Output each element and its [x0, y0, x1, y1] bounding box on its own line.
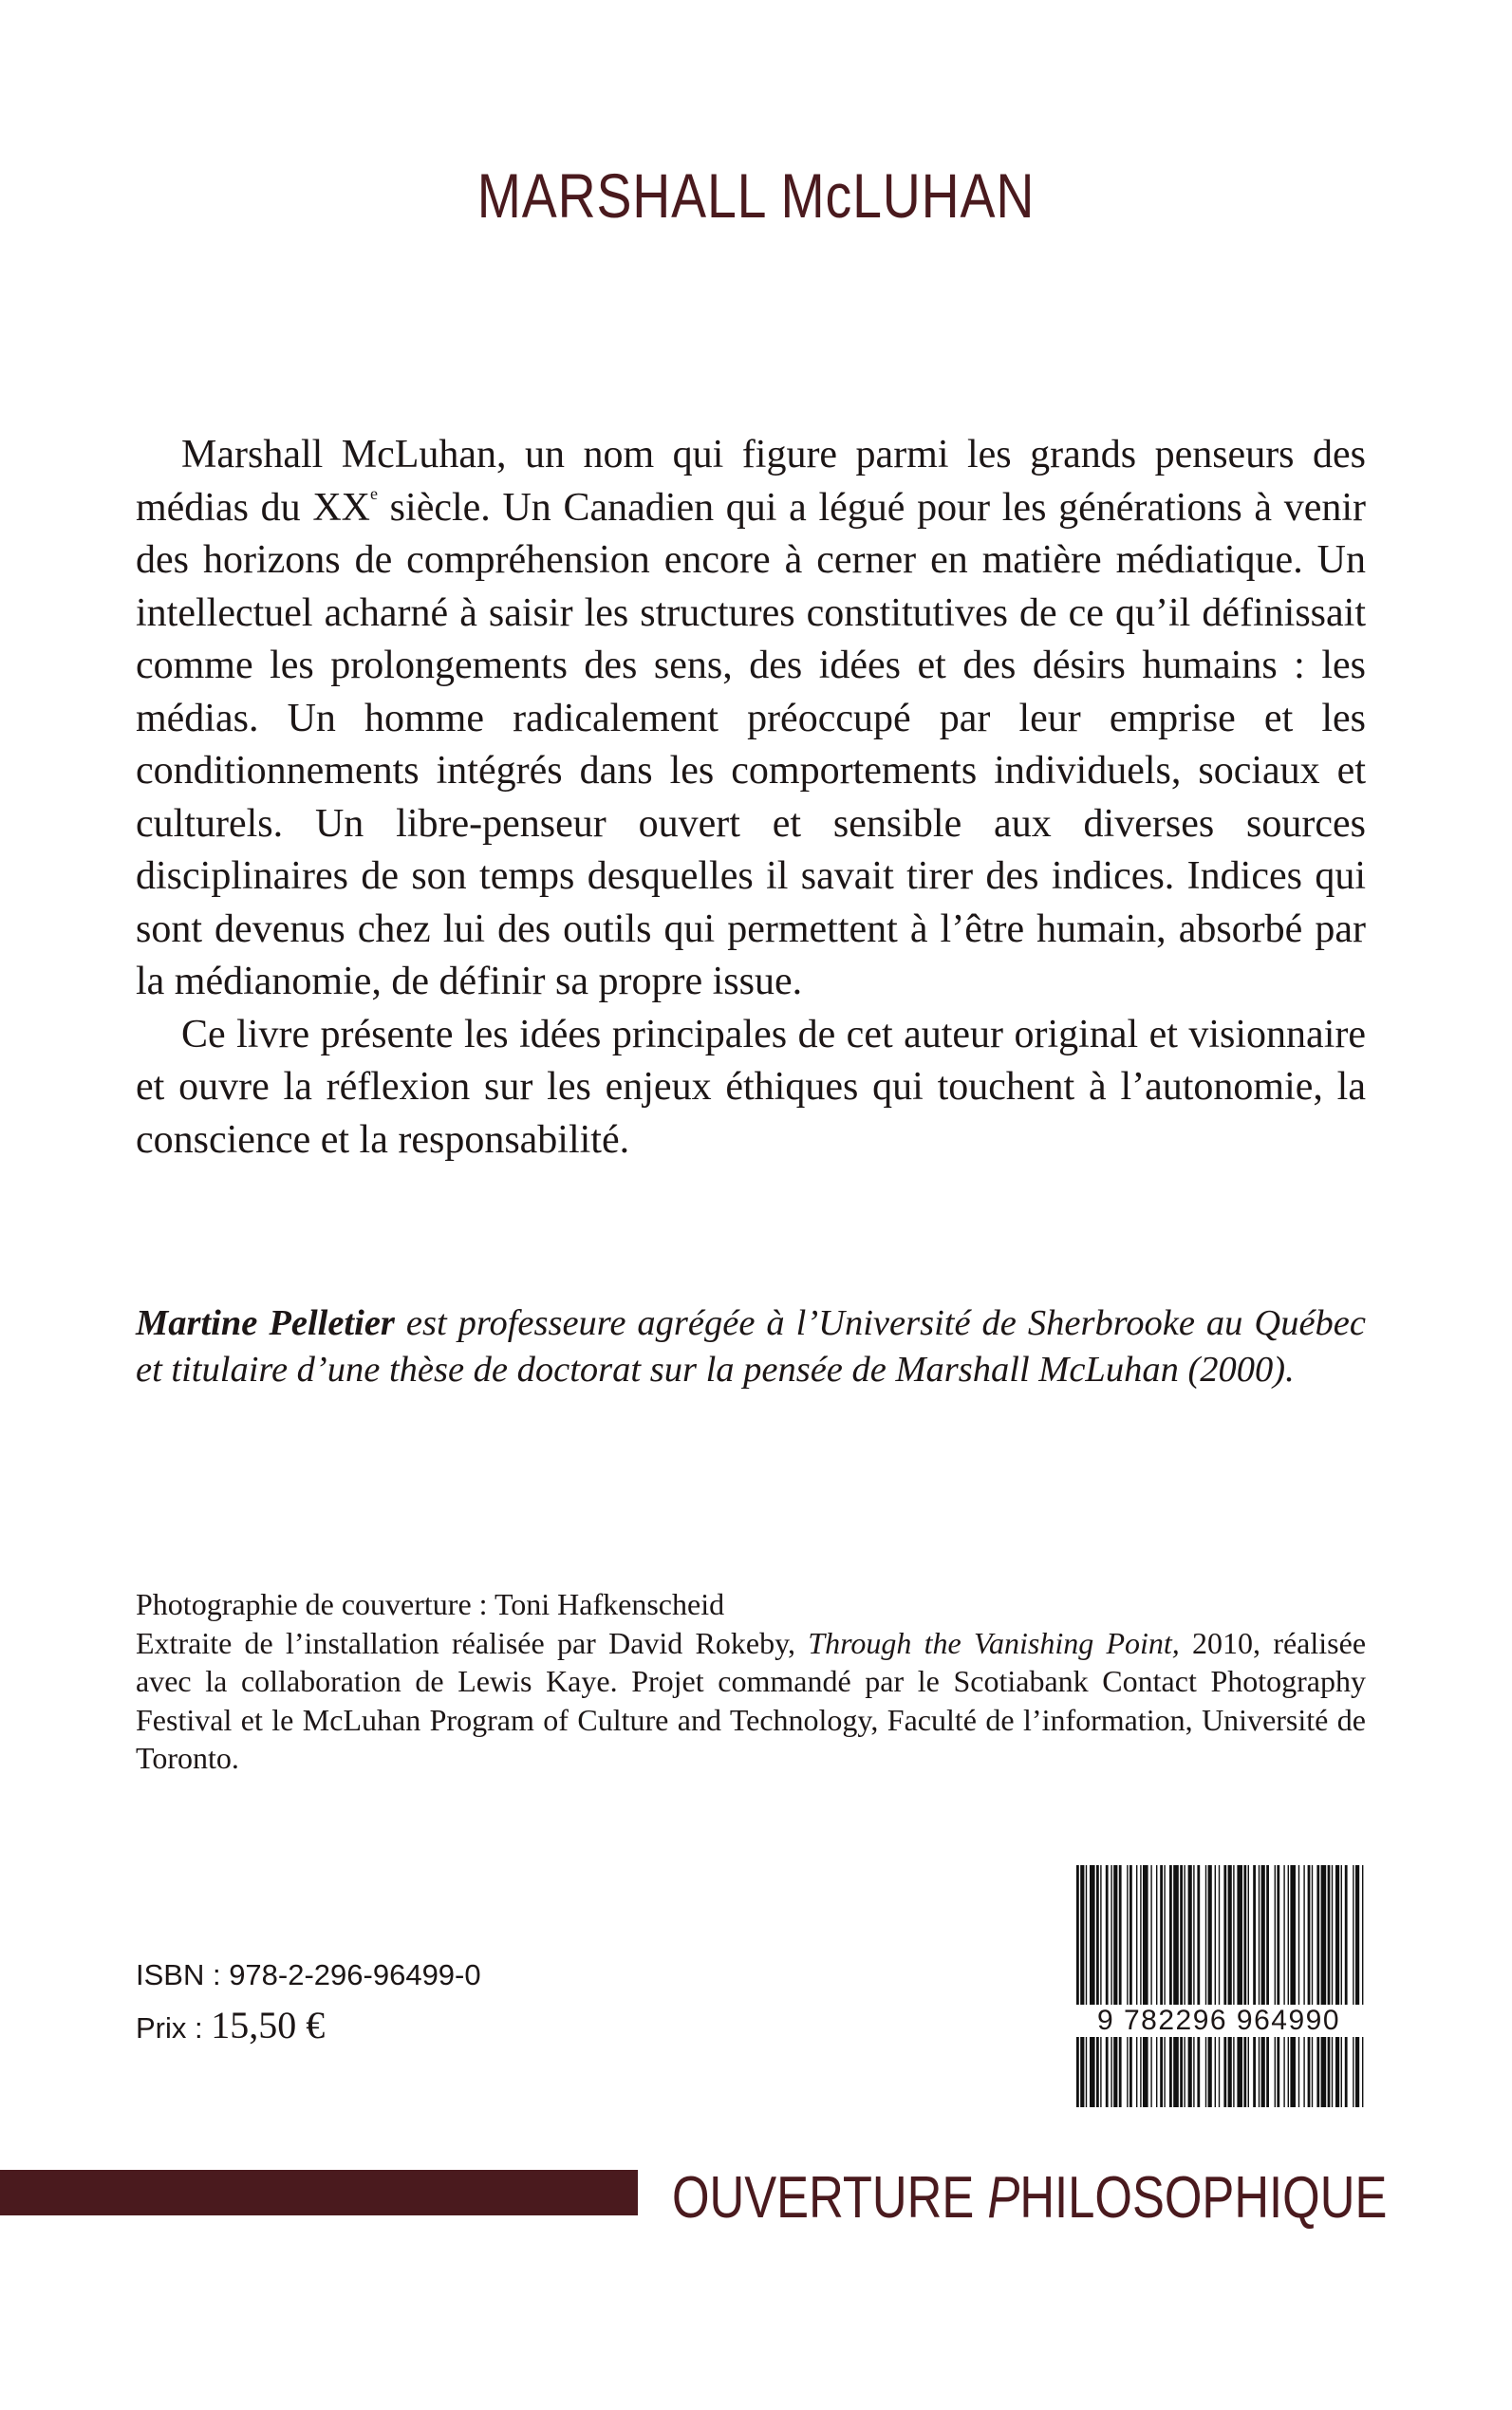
- credits-line-1: Photographie de couverture : Toni Hafkenscheid: [136, 1587, 725, 1621]
- barcode-bar: [1335, 1865, 1339, 2107]
- description-paragraph-1: [136, 429, 1366, 1009]
- barcode-bar: [1277, 1865, 1279, 2107]
- barcode-bar: [1136, 1865, 1137, 2107]
- barcode-bar: [1119, 1865, 1122, 2107]
- price-label: Prix :: [136, 2011, 212, 2045]
- credits-line-2-pre: Extraite de l’installation réalisée par David Rokeby,: [136, 1625, 809, 1660]
- author-bio: [136, 1300, 1366, 1393]
- barcode-bar: [1169, 1865, 1172, 2107]
- series-name: [672, 2164, 1387, 2232]
- barcode-bar: [1164, 1865, 1165, 2107]
- barcode-bar: [1100, 1865, 1101, 2107]
- credits-line-2: [136, 1624, 1366, 1778]
- barcode-image: [1073, 1865, 1367, 2107]
- barcode-bar: [1261, 1865, 1265, 2107]
- barcode-bar: [1228, 1865, 1232, 2107]
- series-part-3: HILOSOPHIQUE: [1019, 2165, 1388, 2231]
- barcode-bar: [1275, 1865, 1276, 2107]
- barcode-bar: [1193, 1865, 1194, 2107]
- barcode-bar: [1219, 1865, 1220, 2107]
- barcode-bar: [1188, 1865, 1192, 2107]
- barcode-bar: [1332, 1865, 1333, 2107]
- description-p1-text-cont: siècle. Un Canadien qui a légué pour les générations à venir des horizons de compréhension encore à cerner en matière médiatique. Un intellectuel acharné à saisir les structures constitutives de ce qu’il définissait comme les prolongements des sens, des idées et des désirs humains : les médias. Un homme radicalement préoccupé par leur emprise et les conditionnements intégrés dans les comportements individuels, sociaux et culturels. Un libre-penseur ouvert et sensible aux diverses sources disciplinaires de son temps desquelles il savait tirer des indices. Indices qui sont devenus chez lui des outils qui permettent à l’être humain, absorbé par la médianomie, de définir sa propre issue.: [136, 485, 1366, 1003]
- barcode-bar: [1197, 1865, 1200, 2107]
- barcode-bar: [1341, 1865, 1342, 2107]
- barcode-bar: [1243, 1865, 1246, 2107]
- barcode-bar: [1096, 1865, 1099, 2107]
- barcode-bar: [1312, 1865, 1313, 2107]
- barcode-bar: [1106, 1865, 1109, 2107]
- description-paragraph-2: Ce livre présente les idées principales de cet auteur original et visionnaire et ouvre la réflexion sur les enjeux éthiques qui touchent à l’autonomie, la conscience et la responsabilité.: [136, 1012, 1366, 1162]
- barcode-bar: [1076, 1865, 1079, 2107]
- barcode-bar: [1266, 1865, 1269, 2107]
- barcode-bar: [1303, 1865, 1304, 2107]
- barcode-bar: [1316, 1865, 1319, 2107]
- series-part-2: P: [987, 2165, 1020, 2231]
- description-p1-text: Marshall McLuhan, un nom qui figure parmi les grands penseurs des médias du XX: [136, 433, 1366, 530]
- barcode-bar: [1080, 1865, 1084, 2107]
- barcode-bar: [1283, 1865, 1284, 2107]
- barcode-number: 9 782296 964990: [1071, 2005, 1367, 2037]
- barcode-bar: [1086, 1865, 1087, 2107]
- barcode-bar: [1308, 1865, 1311, 2107]
- barcode-bar: [1150, 1865, 1151, 2107]
- isbn: ISBN : 978-2-296-96499-0: [136, 1958, 481, 1991]
- author-bio-text: est professeure agrégée à l’Université de Sherbrooke au Québec et titulaire d’une thèse de doctorat sur la pensée de Marshall McLuhan (2000).: [136, 1303, 1366, 1390]
- century-superscript: e: [370, 483, 378, 503]
- barcode-bar: [1362, 1865, 1363, 2107]
- artwork-title: Through the Vanishing Point,: [808, 1625, 1180, 1660]
- price: [136, 2003, 325, 2047]
- barcode-bar: [1290, 1865, 1296, 2107]
- barcode-bar: [1259, 1865, 1260, 2107]
- barcode-bar: [1090, 1865, 1095, 2107]
- barcode-bar: [1127, 1865, 1128, 2107]
- barcode-bar: [1288, 1865, 1289, 2107]
- barcode-bar: [1113, 1865, 1117, 2107]
- credits-line-2-post: 2010, réalisée avec la collaboration de Lewis Kaye. Projet commandé par le Scotiabank Contact Photography Festival et le McLuhan Program of Culture and Technology, Faculté de l’information, Université de Toronto.: [136, 1625, 1367, 1775]
- barcode-bar: [1321, 1865, 1327, 2107]
- barcode-bar: [1328, 1865, 1331, 2107]
- barcode-bar: [1253, 1865, 1256, 2107]
- barcode-bar: [1355, 1865, 1359, 2107]
- series-part-1: OUVERTURE: [672, 2165, 988, 2231]
- barcode-bar: [1237, 1865, 1242, 2107]
- description: [136, 429, 1366, 1167]
- barcode-bar: [1173, 1865, 1179, 2107]
- barcode-bar: [1156, 1865, 1157, 2107]
- footer-accent-bar: [0, 2170, 638, 2215]
- barcode-bar: [1345, 1865, 1348, 2107]
- barcode-bar: [1208, 1865, 1212, 2107]
- barcode-bar: [1248, 1865, 1249, 2107]
- price-amount: 15,50 €: [211, 2004, 326, 2046]
- barcode-bar: [1184, 1865, 1185, 2107]
- barcode-bar: [1215, 1865, 1216, 2107]
- barcode-bar: [1205, 1865, 1206, 2107]
- author-name: Martine Pelletier: [136, 1303, 395, 1343]
- barcode-bar: [1223, 1865, 1226, 2107]
- barcode-bar: [1160, 1865, 1163, 2107]
- barcode-bar: [1143, 1865, 1148, 2107]
- barcode-bar: [1140, 1865, 1141, 2107]
- barcode-bar: [1233, 1865, 1234, 2107]
- photo-credits: [136, 1585, 1366, 1778]
- barcode-bar: [1298, 1865, 1299, 2107]
- barcode-bar: [1180, 1865, 1183, 2107]
- barcode-bar: [1129, 1865, 1132, 2107]
- book-title: MARSHALL McLUHAN: [476, 160, 1036, 231]
